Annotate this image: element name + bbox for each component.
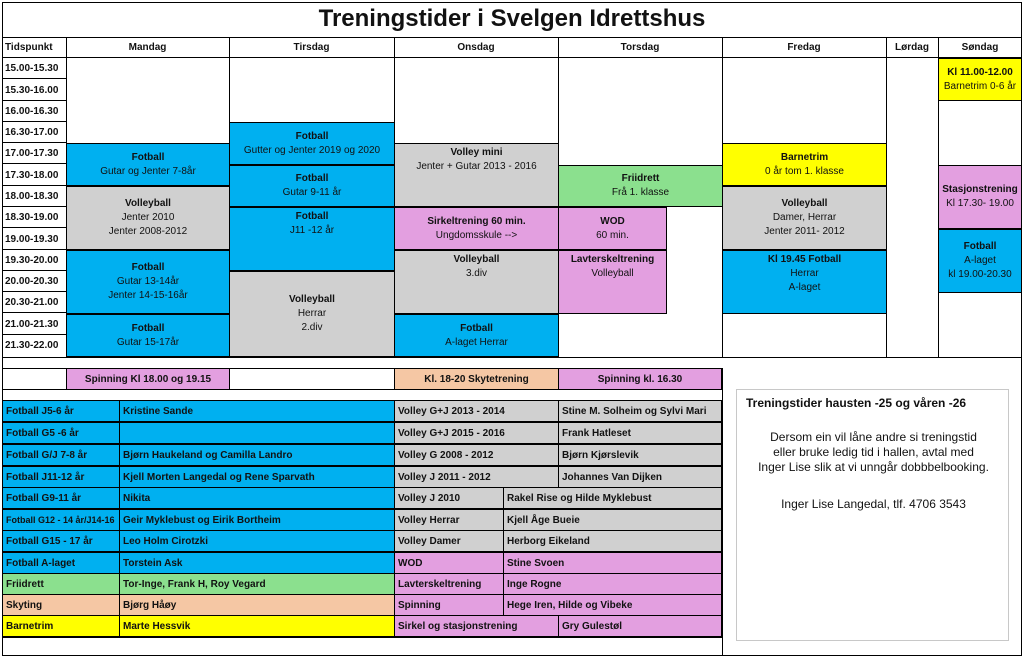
contact-name: Nikita [119, 487, 395, 509]
contact-group: Volley J 2011 - 2012 [394, 466, 559, 488]
block-sun-barnetrim [938, 58, 1022, 101]
contact-group: Volley Damer [394, 530, 504, 552]
info-heading: Treningstider hausten -25 og våren -26 [746, 396, 967, 410]
contact-name: Rakel Rise og Hilde Myklebust [503, 487, 722, 509]
contact-name: Leo Holm Cirotzki [119, 530, 395, 552]
contact-group: Fotball J5-6 år [2, 400, 120, 422]
block-sun-stasjonstrening [938, 165, 1022, 229]
block-title: Lavterskeltrening [570, 254, 655, 265]
block-title: Volleyball [125, 198, 171, 209]
contact-group: Lavterskeltrening [394, 573, 504, 595]
block-title: Fotball [131, 151, 165, 163]
block-tue-fotball-2 [229, 165, 395, 207]
contact-group: Volley G+J 2013 - 2014 [394, 400, 559, 422]
contact-group: Volley Herrar [394, 509, 504, 531]
block-title: Fotball [295, 173, 329, 184]
contact-name: Inge Rogne [503, 573, 722, 595]
contact-name: Tor-Inge, Frank H, Roy Vegard [119, 573, 395, 595]
contact-name: Stine M. Solheim og Sylvi Mari [558, 400, 722, 422]
contact-name: Frank Hatleset [558, 422, 722, 444]
block-title: Fotball [131, 322, 165, 334]
contact-name: Johannes Van Dijken [558, 466, 722, 488]
block-title: Fotball [963, 241, 997, 252]
time-slot: 16.30-17.00 [2, 122, 66, 143]
contact-name: Kjell Åge Bueie [503, 509, 722, 531]
block-title: Volleyball [289, 294, 335, 305]
header-day-friday: Fredag [787, 42, 821, 53]
info-box [736, 389, 1009, 641]
block-line: Herrar [297, 308, 327, 319]
block-line: Jenter 2010 [121, 212, 175, 223]
block-line: Gutar 15-17år [116, 336, 180, 348]
block-line: A-laget [964, 255, 996, 266]
contact-name: Stine Svoen [503, 552, 722, 574]
block-fri-barnetrim [722, 143, 887, 186]
block-thu-friidrett [558, 165, 723, 207]
block-sun-fotball [938, 229, 1022, 293]
contact-group: Sirkel og stasjonstrening [394, 615, 559, 637]
block-line: 3.div [465, 268, 488, 279]
block-line: Gutar 13-14år [116, 276, 180, 287]
contact-name: Marte Hessvik [119, 615, 395, 637]
contact-group: Fotball G15 - 17 år [2, 530, 120, 552]
header-divider [2, 57, 1022, 58]
block-line: 0 år tom 1. klasse [765, 165, 844, 177]
block-line: Herrar [790, 268, 819, 279]
block-thu-lavterskeltrening [558, 250, 667, 314]
header-day-tuesday: Tirsdag [293, 42, 330, 53]
time-slot: 20.00-20.30 [2, 271, 66, 292]
block-title: Kl 11.00-12.00 [947, 66, 1013, 78]
block-line: Barnetrim 0-6 år [943, 80, 1017, 92]
contact-name: Geir Myklebust og Eirik Bortheim [119, 509, 395, 531]
time-slot: 21.00-21.30 [2, 314, 66, 335]
contact-name: Gry Gulestøl [558, 615, 722, 637]
block-line: Gutter og Jenter 2019 og 2020 [243, 144, 381, 156]
contact-group: Fotball A-laget [2, 552, 120, 574]
time-slot: 18.00-18.30 [2, 186, 66, 207]
block-line: Jenter 2008-2012 [108, 226, 188, 237]
contact-name: Hege Iren, Hilde og Vibeke [503, 594, 722, 616]
contact-name: Herborg Eikeland [503, 530, 722, 552]
contacts-bottom-line [2, 637, 722, 638]
block-line: Volleyball [591, 268, 634, 279]
time-slot: 16.00-16.30 [2, 101, 66, 122]
block-mon-volleyball [66, 186, 230, 250]
grid-bottom-line [2, 357, 1022, 358]
header-day-wednesday: Onsdag [457, 42, 495, 53]
block-line: 60 min. [596, 229, 629, 241]
block-wed-fotball [394, 314, 559, 357]
block-fri-volleyball [722, 186, 887, 250]
block-line: Jenter 2011- 2012 [764, 226, 845, 237]
block-title: WOD [600, 215, 625, 227]
contact-group: Volley G+J 2015 - 2016 [394, 422, 559, 444]
block-line: Jenter 14-15-16år [108, 290, 188, 301]
contact-name: Bjørg Håøy [119, 594, 395, 616]
time-slot: 18.30-19.00 [2, 207, 66, 228]
info-contact: Inger Lise Langedal, tlf. 4706 3543 [781, 497, 966, 511]
block-title: Volleyball [453, 254, 500, 265]
block-thu-wod [558, 207, 667, 250]
block-fri-fotball [722, 250, 887, 314]
contact-group: WOD [394, 552, 504, 574]
block-title: Kl 19.45 Fotball [767, 254, 842, 265]
contact-group: Volley G 2008 - 2012 [394, 444, 559, 466]
header-day-saturday: Lørdag [895, 42, 929, 53]
contact-group: Skyting [2, 594, 120, 616]
extra-skytetrening-wednesday: Kl. 18-20 Skytetrening [394, 368, 559, 390]
block-line: 2.div [301, 322, 323, 333]
block-tue-volleyball [229, 271, 395, 357]
time-slot: 19.00-19.30 [2, 229, 66, 250]
block-line: A-laget Herrar [445, 336, 508, 348]
block-wed-volley-mini [394, 143, 559, 207]
info-line: Inger Lise slik at vi unngår dobbbelbooking. [758, 460, 989, 474]
contact-name: Torstein Ask [119, 552, 395, 574]
contact-name: Bjørn Haukeland og Camilla Landro [119, 444, 395, 466]
contact-name: Kjell Morten Langedal og Rene Sparvath [119, 466, 395, 488]
block-line: Kl 17.30- 19.00 [946, 198, 1014, 209]
time-slot: 21.30-22.00 [5, 340, 59, 351]
contact-name [119, 422, 395, 444]
contact-group: Barnetrim [2, 615, 120, 637]
block-title: Fotball [131, 262, 165, 273]
block-tue-fotball-1 [229, 122, 395, 165]
time-slot: 15.30-16.00 [2, 80, 66, 101]
contact-group: Friidrett [2, 573, 120, 595]
block-line: Ungdomsskule --> [435, 229, 518, 241]
contact-group: Spinning [394, 594, 504, 616]
block-title: Volley mini [450, 147, 503, 158]
block-title: Fotball [295, 211, 329, 222]
contacts-right-edge [722, 368, 723, 656]
block-mon-fotball-3 [66, 314, 230, 357]
block-title: Volleyball [781, 198, 828, 209]
block-tue-fotball-3 [229, 207, 395, 271]
block-wed-sirkeltrening [394, 207, 559, 250]
page-title: Treningstider i Svelgen Idrettshus [318, 5, 706, 32]
header-day-sunday: Søndag [961, 42, 999, 53]
contact-group: Fotball G5 -6 år [2, 422, 120, 444]
contact-group: Fotball G12 - 14 år/J14-16 [2, 509, 120, 531]
contact-group: Fotball G/J 7-8 år [2, 444, 120, 466]
time-slot: 20.30-21.00 [2, 292, 66, 313]
time-slot: 19.30-20.00 [2, 250, 66, 271]
block-title: Fotball [295, 130, 329, 142]
contact-name: Bjørn Kjørslevik [558, 444, 722, 466]
block-mon-fotball-2 [66, 250, 230, 314]
contact-group: Volley J 2010 [394, 487, 504, 509]
contact-name: Kristine Sande [119, 400, 395, 422]
block-title: Barnetrim [780, 151, 829, 163]
block-line: Jenter + Gutar 2013 - 2016 [416, 161, 537, 172]
info-body [737, 430, 1010, 475]
block-title: Fotball [460, 322, 493, 334]
time-slot: 17.30-18.00 [2, 165, 66, 186]
block-line: Damer, Herrar [772, 212, 837, 223]
header-day-thursday: Torsdag [620, 42, 660, 53]
block-wed-volleyball [394, 250, 559, 314]
block-line: kl 19.00-20.30 [948, 269, 1012, 280]
block-line: J11 -12 år [289, 225, 335, 236]
header-time-label: Tidspunkt [5, 42, 53, 53]
contact-group: Fotball J11-12 år [2, 466, 120, 488]
info-line: eller bruke ledig tid i hallen, avtal med [773, 445, 974, 459]
block-title: Sirkeltrening 60 min. [427, 215, 526, 227]
header-day-monday: Mandag [128, 42, 167, 53]
block-line: Gutar 9-11 år [282, 187, 342, 198]
block-line: A-laget [788, 282, 821, 293]
contact-group: Fotball G9-11 år [2, 487, 120, 509]
info-line: Dersom ein vil låne andre si treningstid [770, 430, 977, 444]
time-slot: 17.00-17.30 [2, 143, 66, 164]
block-mon-fotball-1 [66, 143, 230, 186]
extra-spinning-monday: Spinning Kl 18.00 og 19.15 [66, 368, 230, 390]
extra-spinning-thursday: Spinning kl. 16.30 [558, 368, 722, 390]
block-title: Friidrett [621, 173, 660, 184]
time-slot: 15.00-15.30 [2, 58, 66, 79]
block-line: Gutar og Jenter 7-8år [100, 165, 196, 177]
block-title: Stasjonstrening [942, 184, 1018, 195]
block-line: Frå 1. klasse [611, 187, 670, 198]
